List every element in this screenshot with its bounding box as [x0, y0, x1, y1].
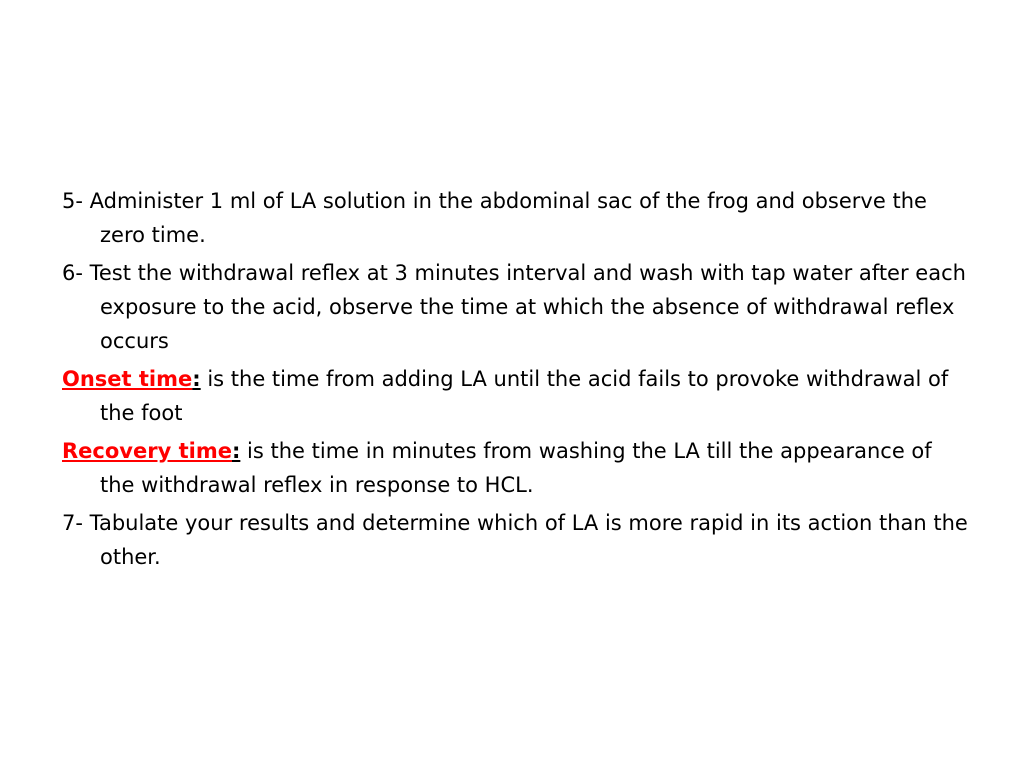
- step-6: [62, 256, 972, 358]
- definition-recovery-time: [62, 434, 972, 502]
- recovery-time-definition: is the time in minutes from washing the LA till the appearance of the withdrawal reflex in response to HCL.: [100, 439, 932, 497]
- step-6-text: 6- Test the withdrawal reflex at 3 minutes interval and wash with tap water after each exposure to the acid, observe the time at which the absence of withdrawal reflex occurs: [62, 261, 966, 353]
- recovery-time-colon: :: [231, 439, 241, 463]
- step-5: [62, 184, 972, 252]
- recovery-time-term: Recovery time: [62, 439, 232, 463]
- definition-onset-time: [62, 362, 972, 430]
- onset-time-term: Onset time: [62, 367, 193, 391]
- slide-body: [62, 184, 972, 578]
- step-7-text: 7- Tabulate your results and determine which of LA is more rapid in its action than the other.: [62, 511, 968, 569]
- step-7: [62, 506, 972, 574]
- step-5-text: 5- Administer 1 ml of LA solution in the abdominal sac of the frog and observe the zero time.: [62, 189, 927, 247]
- onset-time-colon: :: [192, 367, 201, 391]
- onset-time-definition: is the time from adding LA until the acid fails to provoke withdrawal of the foot: [100, 367, 949, 425]
